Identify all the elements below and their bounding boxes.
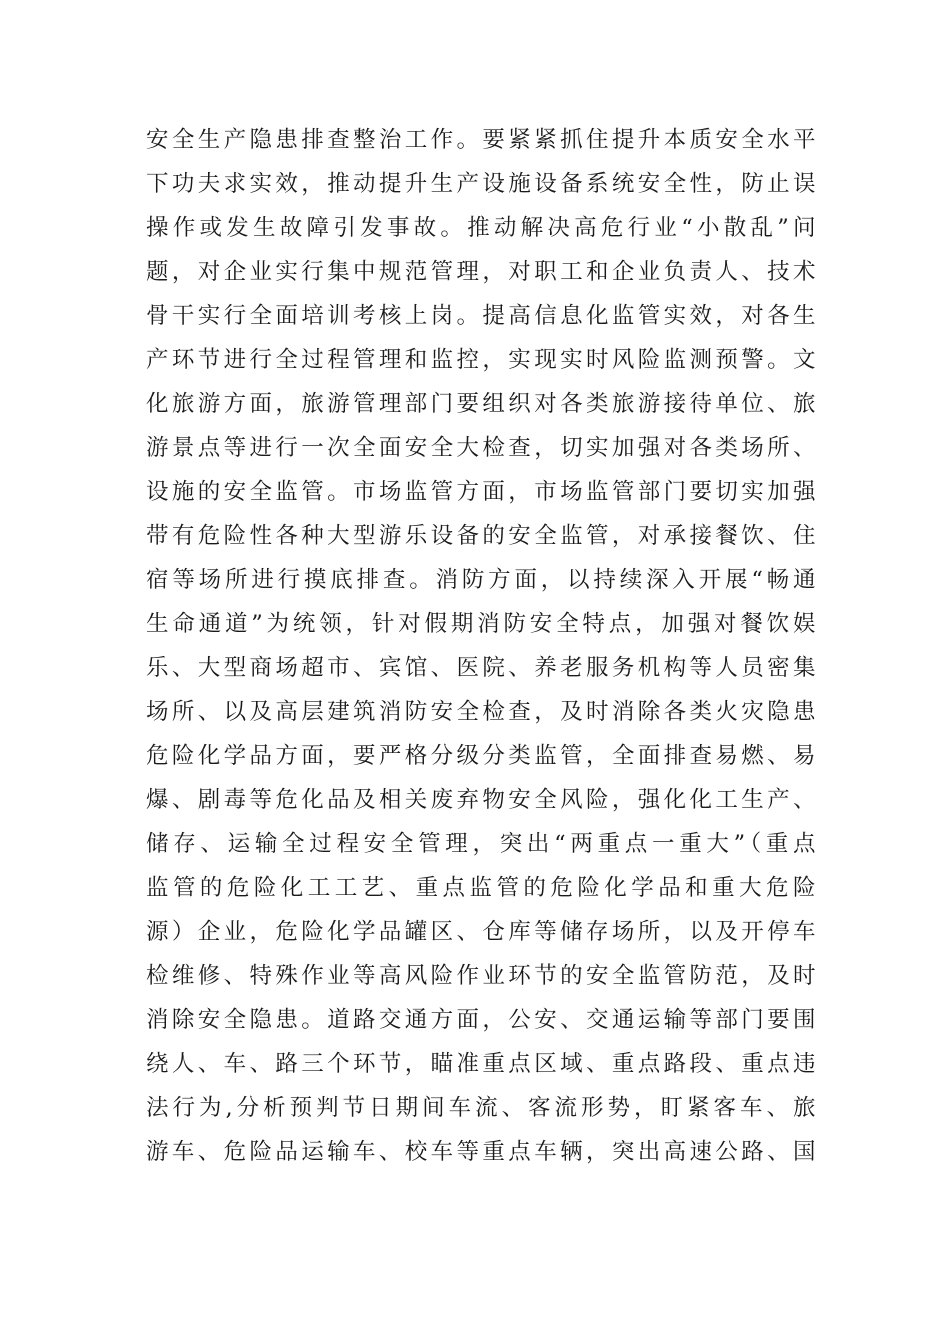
text-line: 源）企业，危险化学品罐区、仓库等储存场所，以及开停车 [146,919,816,945]
text-line: 危险化学品方面，要严格分级分类监管，全面排查易燃、易 [146,743,816,769]
text-line: 产环节进行全过程管理和监控，实现实时风险监测预警。文 [146,347,816,373]
text-line: 生命通道”为统领，针对假期消防安全特点，加强对餐饮娱 [146,611,816,637]
text-line: 储存、运输全过程安全管理，突出“两重点一重大”（重点 [146,831,816,857]
text-line: 带有危险性各种大型游乐设备的安全监管，对承接餐饮、住 [146,523,816,549]
text-line: 检维修、特殊作业等高风险作业环节的安全监管防范，及时 [146,963,816,989]
text-line: 场所、以及高层建筑消防安全检查，及时消除各类火灾隐患 [146,699,816,725]
text-line: 宿等场所进行摸底排查。消防方面，以持续深入开展“畅通 [146,567,816,593]
text-line: 骨干实行全面培训考核上岗。提高信息化监管实效，对各生 [146,303,816,329]
text-line: 下功夫求实效，推动提升生产设施设备系统安全性，防止误 [146,171,816,197]
text-line: 监管的危险化工工艺、重点监管的危险化学品和重大危险 [146,875,816,901]
text-line: 操作或发生故障引发事故。推动解决高危行业“小散乱”问 [146,215,816,241]
text-line: 乐、大型商场超市、宾馆、医院、养老服务机构等人员密集 [146,655,816,681]
text-line: 游景点等进行一次全面安全大检查，切实加强对各类场所、 [146,435,816,461]
text-line: 爆、剧毒等危化品及相关废弃物安全风险，强化化工生产、 [146,787,816,813]
text-line: 设施的安全监管。市场监管方面，市场监管部门要切实加强 [146,479,816,505]
text-line: 消除安全隐患。道路交通方面，公安、交通运输等部门要围 [146,1007,816,1033]
text-line: 游车、危险品运输车、校车等重点车辆，突出高速公路、国 [146,1139,816,1165]
text-line: 绕人、车、路三个环节，瞄准重点区域、重点路段、重点违 [146,1051,816,1077]
body-paragraph [146,118,816,1174]
text-line: 法行为,分析预判节日期间车流、客流形势，盯紧客车、旅 [146,1095,816,1121]
text-line: 安全生产隐患排查整治工作。要紧紧抓住提升本质安全水平 [146,127,816,153]
text-line: 化旅游方面，旅游管理部门要组织对各类旅游接待单位、旅 [146,391,816,417]
text-line: 题，对企业实行集中规范管理，对职工和企业负责人、技术 [146,259,816,285]
